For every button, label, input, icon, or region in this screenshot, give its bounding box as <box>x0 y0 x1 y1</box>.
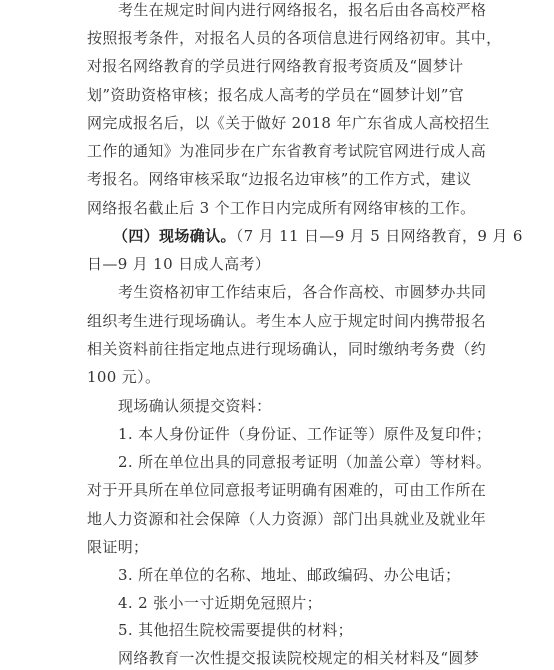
list-item: 3. 所在单位的名称、地址、邮政编码、办公电话； <box>118 566 461 584</box>
text-line: 网络教育一次性提交报读院校规定的相关材料及“圆梦 <box>118 649 480 667</box>
text-line: 网络报名截止后 3 个工作日内完成所有网络审核的工作。 <box>87 199 476 217</box>
text-line: 划”资助资格审核；报名成人高考的学员在“圆梦计划”官 <box>87 86 465 104</box>
text-line: 日—9 月 10 日成人高考） <box>87 255 271 273</box>
text-line: 100 元）。 <box>87 368 161 386</box>
section-heading: （四）现场确认。 <box>113 227 236 245</box>
text-line: 对于开具所在单位同意报考证明确有困难的，可由工作所在 <box>87 481 487 499</box>
text-line: 相关资料前往指定地点进行现场确认，同时缴纳考务费（约 <box>87 340 487 358</box>
text-line: 网完成报名后，以《关于做好 2018 年广东省成人高校招生 <box>87 114 490 132</box>
text-line: 组织考生进行现场确认。考生本人应于规定时间内携带报名 <box>87 312 487 330</box>
section-heading-line <box>113 224 523 248</box>
text-line: 考报名。网络审核采取“边报名边审核”的工作方式，建议 <box>87 170 472 188</box>
text-line: 对报名网络教育的学员进行网络教育报考资质及“圆梦计 <box>87 57 464 75</box>
text-line: 考生在规定时间内进行网络报名，报名后由各高校严格 <box>118 1 487 19</box>
text-line: 按照报考条件，对报名人员的各项信息进行网络初审。其中， <box>87 29 502 47</box>
text-line: 限证明； <box>87 538 149 556</box>
list-item: 5. 其他招生院校需要提供的材料； <box>118 621 354 639</box>
section-heading-dates: （7 月 11 日—9 月 5 日网络教育，9 月 6 <box>235 227 523 245</box>
text-line: 工作的通知》为准同步在广东省教育考试院官网进行成人高 <box>87 142 487 160</box>
list-item: 1. 本人身份证件（身份证、工作证等）原件及复印件； <box>118 425 492 443</box>
list-item: 2. 所在单位出具的同意报考证明（加盖公章）等材料。 <box>118 453 492 471</box>
text-line: 考生资格初审工作结束后，各合作高校、市圆梦办共同 <box>118 283 487 301</box>
list-item: 4. 2 张小一寸近期免冠照片； <box>118 594 322 612</box>
text-line: 地人力资源和社会保障（人力资源）部门出具就业及就业年 <box>87 510 487 528</box>
text-line: 现场确认须提交资料： <box>118 397 272 415</box>
